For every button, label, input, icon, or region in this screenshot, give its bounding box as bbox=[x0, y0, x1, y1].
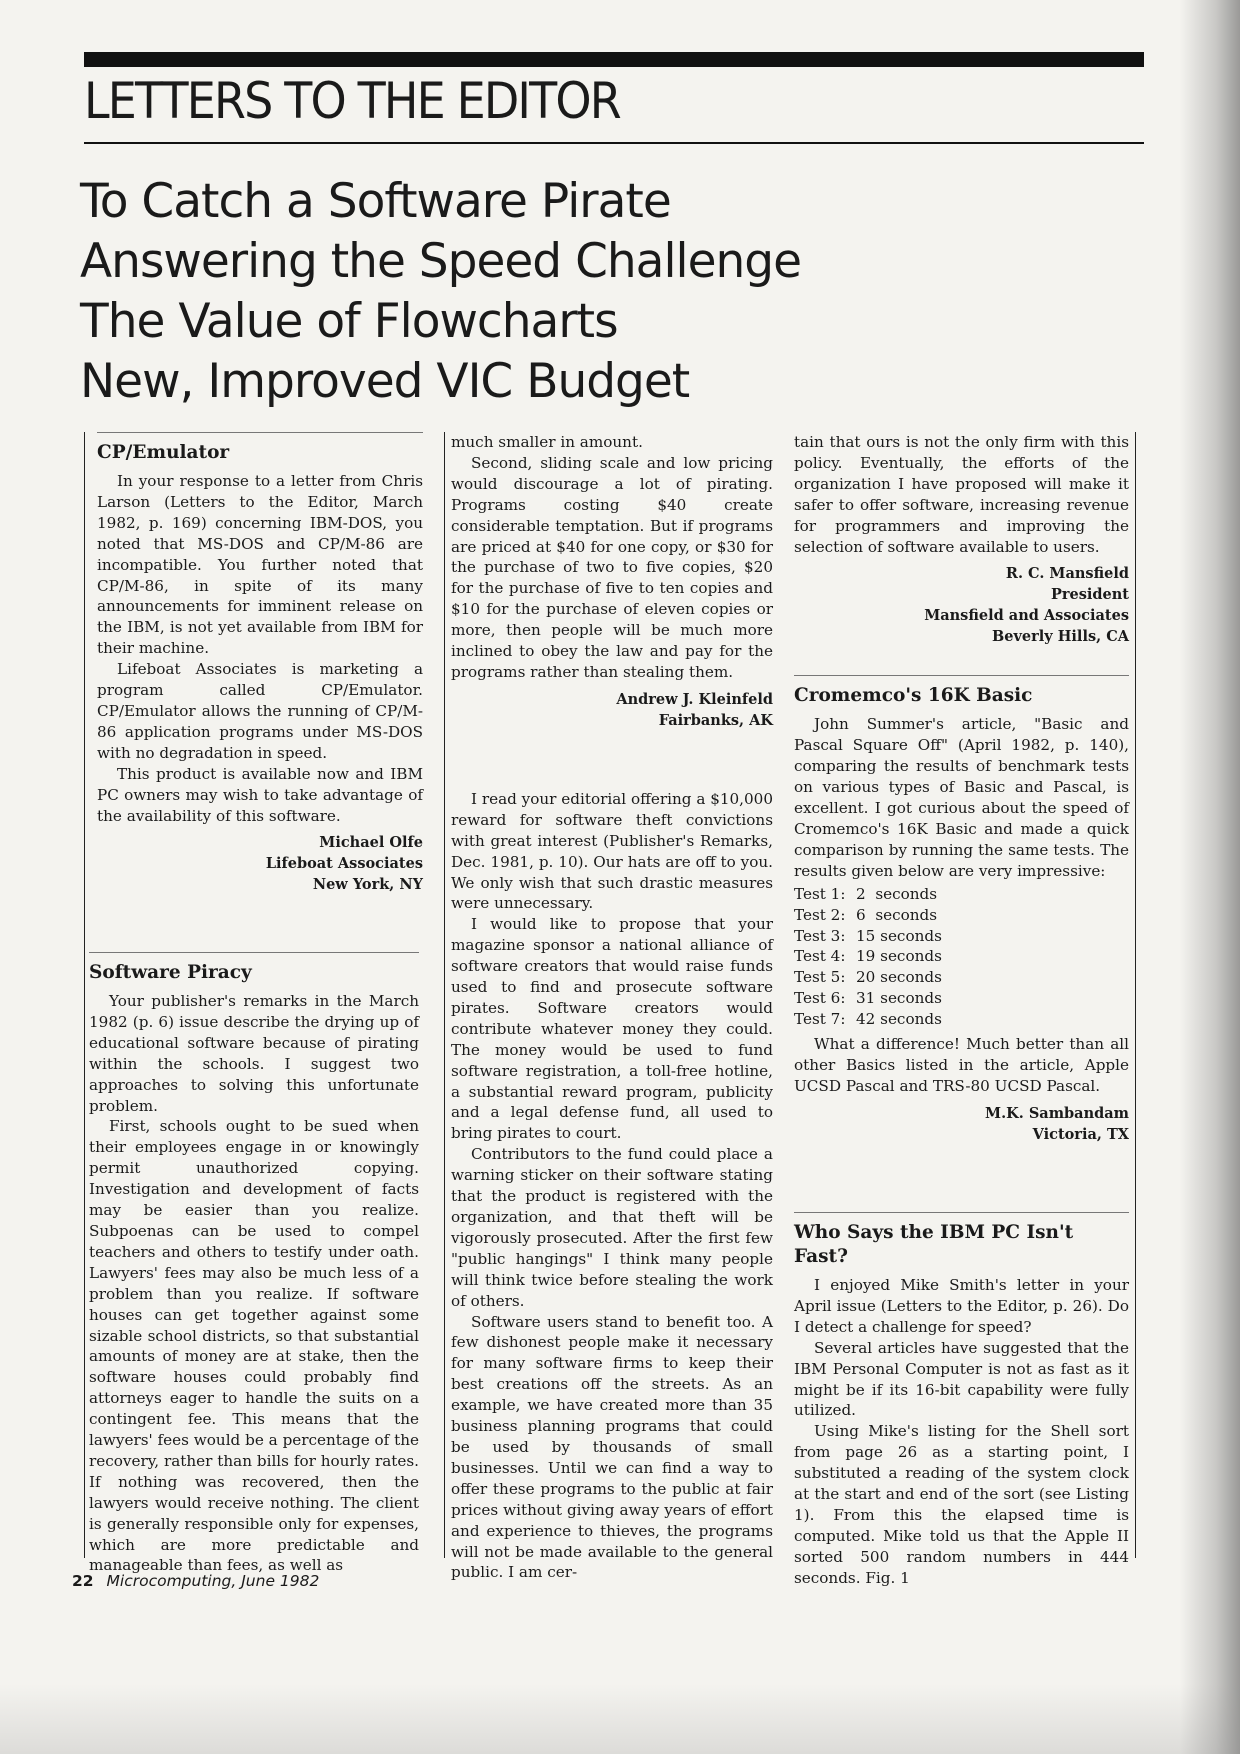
signature-name: Andrew J. Kleinfeld bbox=[616, 690, 773, 708]
signature-line: Mansfield and Associates bbox=[924, 607, 1129, 625]
result-label: Test 3: bbox=[794, 926, 846, 945]
signature bbox=[794, 563, 1129, 647]
paragraph: In your response to a letter from Chris Larson (Letters to the Editor, March 1982, p. 169) concerning IBM-DOS, you noted that MS-DOS and CP/M-86 are incompatible. You further noted that CP/M-86, in spite of its many announcements for imminent release on the IBM, is not yet available from IBM for their machine. bbox=[97, 472, 423, 658]
page-number: 22 bbox=[72, 1572, 94, 1590]
result-value: 31 seconds bbox=[856, 989, 942, 1008]
letter-software-piracy bbox=[89, 952, 419, 1576]
letter-title: Software Piracy bbox=[89, 952, 419, 985]
paragraph: I enjoyed Mike Smith's letter in your April issue (Letters to the Editor, p. 26). Do I detect a challenge for speed? bbox=[794, 1276, 1129, 1336]
headline: Answering the Speed Challenge bbox=[80, 234, 802, 289]
paragraph: Several articles have suggested that the IBM Personal Computer is not as fast as it might be if its 16-bit capability were fully utilized. bbox=[794, 1338, 1129, 1420]
result-row bbox=[794, 967, 942, 988]
signature-line: Fairbanks, AK bbox=[658, 711, 773, 729]
column-3 bbox=[794, 432, 1136, 1587]
result-value: 20 seconds bbox=[856, 968, 942, 987]
result-row bbox=[794, 905, 942, 926]
paragraph: much smaller in amount. bbox=[451, 433, 643, 451]
result-value: 15 seconds bbox=[856, 926, 942, 945]
section-title: LETTERS TO THE EDITOR bbox=[84, 72, 620, 130]
result-label: Test 7: bbox=[794, 1010, 846, 1029]
paragraph: Contributors to the fund could place a warning sticker on their software stating that the product is registered with the organization, and that theft will be vigorously prosecuted. After the first few "public hangings" I think many people will think twice before stealing the work of others. bbox=[451, 1145, 773, 1310]
letter-cp-emulator bbox=[89, 432, 423, 895]
page-footer bbox=[72, 1572, 319, 1590]
headline: To Catch a Software Pirate bbox=[80, 174, 671, 229]
results-table bbox=[794, 884, 942, 1030]
column-1 bbox=[84, 432, 423, 1575]
result-value: 2 seconds bbox=[856, 884, 938, 903]
letter-ibm-fast bbox=[794, 1212, 1129, 1589]
result-value: 42 seconds bbox=[856, 1010, 942, 1029]
headline: The Value of Flowcharts bbox=[80, 294, 618, 349]
letter-title: CP/Emulator bbox=[97, 432, 423, 465]
paragraph: I would like to propose that your magazine sponsor a national alliance of software creators that would raise funds used to find and prosecute software pirates. Software creators would contribute whatever money they could. The money would be used to fund software registration, a toll-free hotline, a substantial reward program, publicity and a legal defense fund, all used to bring pirates to court. bbox=[451, 915, 773, 1143]
result-label: Test 4: bbox=[794, 947, 846, 966]
signature-name: Michael Olfe bbox=[319, 834, 423, 852]
paragraph: tain that ours is not the only firm with this policy. Eventually, the efforts of the organization I have proposed will make it safer to offer software, increasing revenue for programmers and improving the selection of software available to users. bbox=[794, 433, 1129, 556]
paragraph: Lifeboat Associates is marketing a program called CP/Emulator. CP/Emulator allows the running of CP/M-86 application programs under MS-DOS with no degradation in speed. bbox=[97, 660, 423, 762]
paragraph: What a difference! Much better than all other Basics listed in the article, Apple UCSD Pascal and TRS-80 UCSD Pascal. bbox=[794, 1035, 1129, 1095]
signature bbox=[794, 1103, 1129, 1145]
magazine-issue: Microcomputing, June 1982 bbox=[106, 1572, 320, 1590]
signature-name: M.K. Sambandam bbox=[985, 1104, 1129, 1122]
signature-line: New York, NY bbox=[312, 876, 423, 894]
result-label: Test 1: bbox=[794, 884, 846, 903]
headline: New, Improved VIC Budget bbox=[80, 354, 690, 409]
signature-line: Victoria, TX bbox=[1032, 1125, 1129, 1143]
letter-title: Cromemco's 16K Basic bbox=[794, 675, 1129, 708]
page-bottom-shadow bbox=[0, 1684, 1240, 1754]
headline-list bbox=[80, 172, 801, 412]
result-label: Test 2: bbox=[794, 905, 846, 924]
result-row bbox=[794, 946, 942, 967]
result-value: 19 seconds bbox=[856, 947, 942, 966]
letter-reward bbox=[451, 789, 773, 1583]
letter-cromemco bbox=[794, 675, 1129, 1144]
paragraph: Software users stand to benefit too. A few dishonest people make it necessary for many software firms to keep their best creations off the streets. As an example, we have created more than 35 business planning programs that could be used by thousands of small businesses. Until we can find a way to offer these programs to the public at fair prices without giving away years of effort and experience to thieves, the programs will not be made available to the general public. I am cer- bbox=[451, 1312, 773, 1582]
signature-line: Lifeboat Associates bbox=[265, 855, 423, 873]
paragraph: Using Mike's listing for the Shell sort from page 26 as a starting point, I substituted a reading of the system clock at the start and end of the sort (see Listing 1). From this the elapsed time is computed. Mike told us that the Apple II sorted 500 random numbers in 444 seconds. Fig. 1 bbox=[794, 1422, 1129, 1587]
page-edge-shadow bbox=[1180, 0, 1240, 1754]
signature bbox=[97, 832, 423, 895]
paragraph: Second, sliding scale and low pricing would discourage a lot of pirating. Programs costing $40 create considerable temptation. But if programs are priced at $40 for one copy, or $30 for the purchase of two to five copies, $20 for the purchase of five to ten copies and $10 for the purchase of eleven copies or more, then people will be much more inclined to obey the law and pay for the programs rather than stealing them. bbox=[451, 453, 773, 681]
paragraph: John Summer's article, "Basic and Pascal Square Off" (April 1982, p. 140), comparing the results of benchmark tests on various types of Basic and Pascal, is excellent. I got curious about the speed of Cromemco's 16K Basic and made a quick comparison by running the same tests. The results given below are very impressive: bbox=[794, 715, 1129, 880]
top-rule bbox=[84, 52, 1144, 67]
paragraph: This product is available now and IBM PC owners may wish to take advantage of the availability of this software. bbox=[97, 764, 423, 825]
signature-name: R. C. Mansfield bbox=[1005, 565, 1129, 583]
result-row bbox=[794, 988, 942, 1009]
letter-title: Who Says the IBM PC Isn't Fast? bbox=[794, 1212, 1129, 1269]
signature-line: President bbox=[1050, 586, 1129, 604]
paragraph: First, schools ought to be sued when their employees engage in or knowingly permit unauthorized copying. Investigation and development of facts may be easier than you realize. Subpoenas can be used to compel teachers and others to testify under oath. Lawyers' fees may also be much less of a problem than you realize. If software houses can get together against some sizable school districts, so that substantial amounts of money are at stake, then the software houses could probably find attorneys eager to handle the suits on a contingent fee. This means that the lawyers' fees would be a percentage of the recovery, rather than bills for hourly rates. If nothing was recovered, then the lawyers would receive nothing. The client is generally responsible only for expenses, which are more predictable and manageable than fees, as well as bbox=[89, 1117, 419, 1575]
result-row bbox=[794, 884, 942, 905]
paragraph: Your publisher's remarks in the March 1982 (p. 6) issue describe the drying up of educational software because of pirating within the schools. I suggest two approaches to solving this unfortunate problem. bbox=[89, 992, 419, 1115]
result-row bbox=[794, 926, 942, 947]
result-value: 6 seconds bbox=[856, 905, 938, 924]
signature bbox=[451, 689, 773, 731]
column-2 bbox=[444, 432, 773, 1582]
signature-line: Beverly Hills, CA bbox=[991, 628, 1129, 646]
result-label: Test 5: bbox=[794, 968, 846, 987]
result-label: Test 6: bbox=[794, 989, 846, 1008]
result-row bbox=[794, 1009, 942, 1030]
header-rule bbox=[84, 142, 1144, 144]
paragraph: I read your editorial offering a $10,000 reward for software theft convictions with great interest (Publisher's Remarks, Dec. 1981, p. 10). Our hats are off to you. We only wish that such drastic measures were unnecessary. bbox=[451, 789, 773, 913]
